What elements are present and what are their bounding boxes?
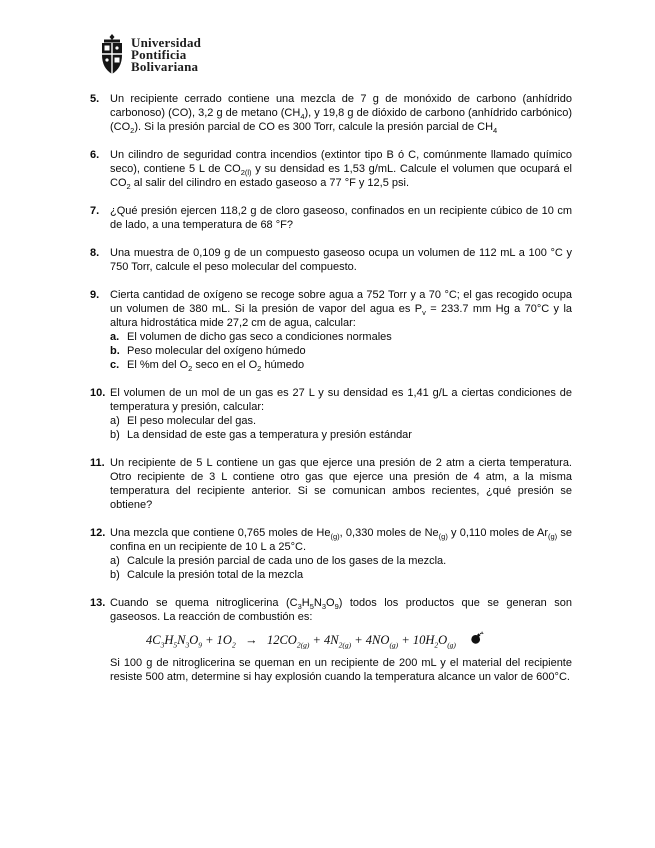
subitem-text: Calcule la presión total de la mezcla [127, 569, 304, 581]
subitem-label: b. [110, 345, 120, 357]
subitem-b [110, 344, 572, 358]
problem-9 [90, 288, 572, 372]
subitem-a [110, 330, 572, 344]
subitem-a [110, 414, 572, 428]
subitem-b [110, 568, 572, 582]
problem-body [110, 526, 572, 582]
problem-text: Una muestra de 0,109 g de un compuesto gaseoso ocupa un volumen de 112 mL a 100 °C y 750 Torr, calcule el peso molecular del compuesto. [110, 247, 572, 273]
subitem-a [110, 554, 572, 568]
subitem-b [110, 428, 572, 442]
combustion-equation [110, 633, 572, 650]
problem-8 [90, 246, 572, 274]
problem-6 [90, 148, 572, 190]
bomb-icon [470, 631, 484, 645]
subitem-text: Peso molecular del oxígeno húmedo [127, 345, 306, 357]
subitem-label: b) [110, 429, 120, 441]
problem-body [110, 596, 572, 684]
subitem-label: c. [110, 359, 120, 371]
problem-text: Un cilindro de seguridad contra incendios (extintor tipo B ó C, comúnmente llamado químico seco), contiene 5 L de $CO_{2(l)}$ y su densidad es 1,53 g/mL. Calcule el volumen que ocupará el $CO_2$ al salir del cilindro en estado gaseoso a 77 °F y 12,5 psi. [110, 149, 573, 192]
subitem-text: El volumen de dicho gas seco a condiciones normales [127, 331, 392, 343]
subitem-text: El peso molecular del gas. [127, 415, 257, 427]
logo-line-2: Pontificia [131, 47, 187, 62]
problem-13 [90, 596, 572, 684]
subitem-c [110, 358, 572, 372]
problem-text: Cierta cantidad de oxígeno se recoge sobre agua a 752 Torr y a 70 °C; el gas recogido ocupa un volumen de 380 mL. Si la presión de vapor del agua es $P_v = 233.7$ mm Hg a 70°C y la altura hidrostática mide 27,2 cm de agua, calcular: [110, 289, 573, 329]
problem-11 [90, 456, 572, 512]
logo-line-3: Bolivariana [131, 59, 199, 74]
problem-number: 9. [90, 289, 100, 301]
problem-body [110, 386, 572, 442]
problem-number: 13. [90, 597, 106, 609]
problem-text-after: Si 100 g de nitroglicerina se queman en un recipiente de 200 mL y el material del recipiente resiste 500 atm, determine si hay explosión cuando la temperatura alcance un valor de 600°C. [110, 657, 572, 683]
subitem-text: La densidad de este gas a temperatura y presión estándar [127, 429, 412, 441]
subitem-label: a) [110, 415, 120, 427]
university-logo [98, 34, 201, 76]
subitem-text: El %m del $O_2$ seco en el $O_2$ húmedo [127, 359, 305, 374]
problem-5 [90, 92, 572, 134]
subitem-label: a) [110, 555, 120, 567]
problem-text: El volumen de un mol de un gas es 27 L y su densidad es 1,41 g/L a ciertas condiciones de temperatura y presión, calcular: [110, 387, 572, 413]
subitem-label: a. [110, 331, 120, 343]
problem-number: 6. [90, 149, 100, 161]
problem-text: Un recipiente cerrado contiene una mezcla de 7 g de monóxido de carbono (anhídrido carbonoso) (CO), 3,2 g de metano $(CH_4)$, y 19,8 g de dióxido de carbono (anhídrido carbónico) $(CO_2)$. Si la presión parcial de CO es 300 Torr, calcule la presión parcial de $CH_4$ [110, 93, 572, 136]
problem-text: ¿Qué presión ejercen 118,2 g de cloro gaseoso, confinados en un recipiente cúbico de 10 cm de lado, a una temperatura de 68 °F? [110, 205, 572, 231]
problem-text: Cuando se quema nitroglicerina $(C_3H_5N_3O_9)$ todos los productos que se generan son gaseosos. La reacción de combustión es: [110, 597, 572, 623]
problem-text: Una mezcla que contiene 0,765 moles de $He_{(g)}$, 0,330 moles de $Ne_{(g)}$ y 0,110 moles de $Ar_{(g)}$ se confina en un recipiente de 10 L a 25°C. [110, 527, 572, 553]
upb-crest-icon [98, 34, 126, 76]
subitem-text: Calcule la presión parcial de cada uno de los gases de la mezcla. [127, 555, 447, 567]
problem-12 [90, 526, 572, 582]
equation-text: $4C_3H_5N_3O_9 + 1O_2 \to 12CO_{2(g)} + 4N_{2(g)} + 4NO_{(g)} + 10H_2O_{(g)}$ [146, 633, 456, 650]
university-name [131, 37, 201, 73]
problem-text: Un recipiente de 5 L contiene un gas que ejerce una presión de 2 atm a cierta temperatura. Otro recipiente de 3 L contiene otro gas que ejerce una presión de 4 atm, a la misma temperatura del recipiente anterior. Si se comunican ambos recientes, ¿qué presión se obtiene? [110, 457, 572, 511]
problem-7 [90, 204, 572, 232]
problem-10 [90, 386, 572, 442]
subitem-label: b) [110, 569, 120, 581]
problem-number: 7. [90, 205, 100, 217]
problem-number: 12. [90, 527, 106, 539]
problem-number: 8. [90, 247, 100, 259]
problems-list [90, 92, 572, 698]
problem-body [110, 288, 572, 372]
problem-number: 5. [90, 93, 100, 105]
logo-line-1: Universidad [131, 35, 202, 50]
problem-number: 10. [90, 387, 106, 399]
problem-number: 11. [90, 457, 105, 469]
